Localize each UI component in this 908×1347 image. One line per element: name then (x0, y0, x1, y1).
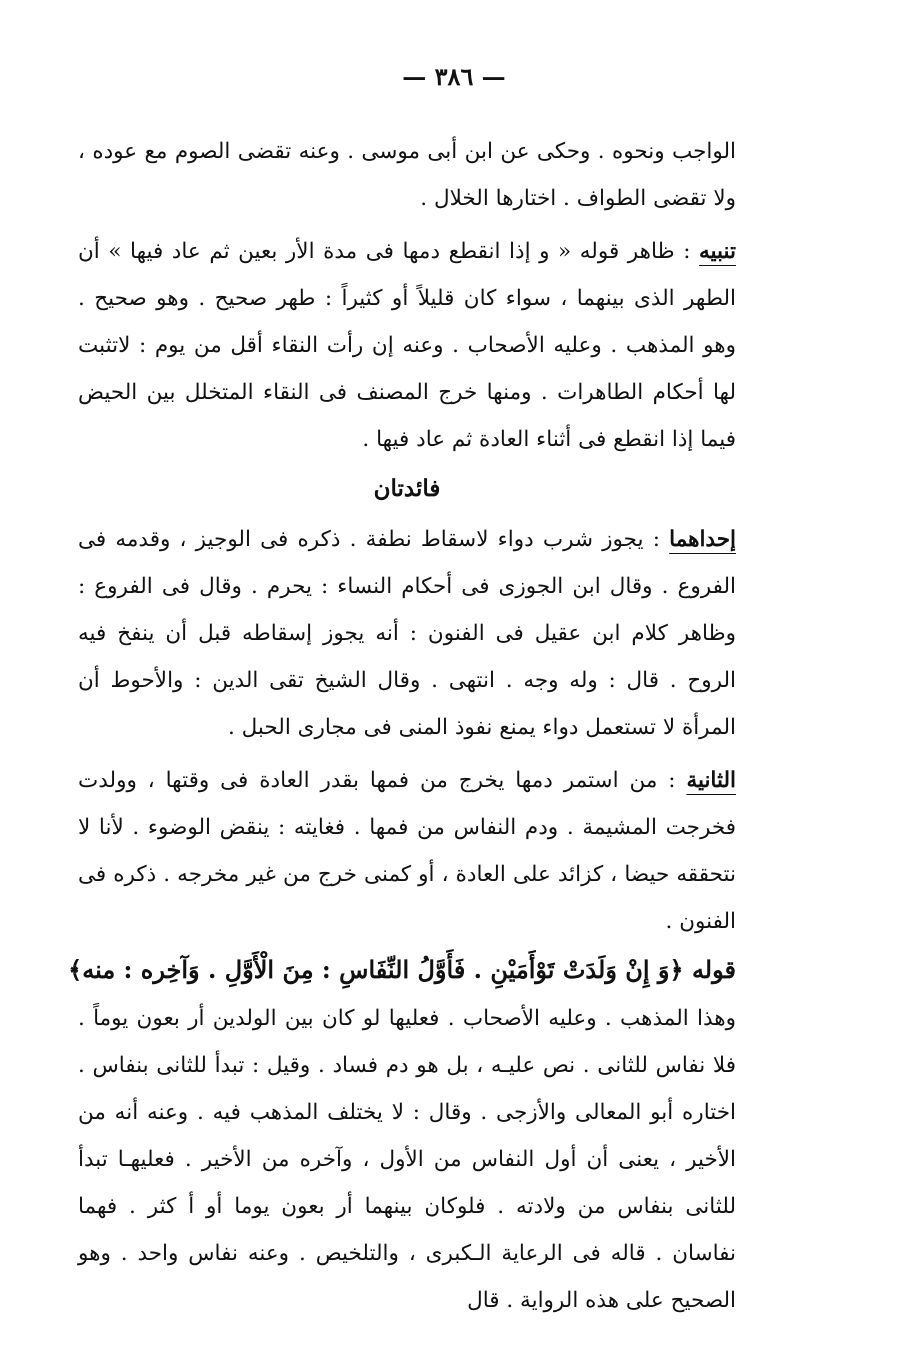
paragraph-first-benefit (78, 516, 736, 751)
section-heading: فائدتان (373, 475, 441, 502)
second-benefit-label: الثانية (686, 768, 736, 793)
second-benefit-text: : من استمر دمها يخرج من فمها بقدر العادة فى وقتها ، وولدت فخرجت المشيمة . ودم النفاس من فمها . فغايته : ينقض الوضوء . لأنا لا نتحققه حيضا ، كزائد على العادة ، أو كمنى خرج من غير مخرجه . ذكره فى الفنون . (78, 768, 736, 934)
first-benefit-label: إحداهما (669, 527, 736, 552)
tanbih-label: تنبيه (699, 239, 736, 264)
page-body (68, 128, 736, 1324)
qawluhu-label: قوله (691, 955, 736, 984)
first-benefit-text: : يجوز شرب دواء لاسقاط نطفة . ذكره فى الوجيز ، وقدمه فى الفروع . وقال ابن الجوزى فى أحكام النساء : يحرم . وقال فى الفروع : وظاهر كلام ابن عقيل فى الفنون : أنه يجوز إسقاطه قبل أن ينفخ فيه الروح . قال : وله وجه . انتهى . وقال الشيخ تقى الدين : والأحوط أن المرأة لا تستعمل دواء يمنع نفوذ المنى فى مجارى الحبل . (78, 527, 736, 740)
quoted-matn-line (68, 945, 736, 995)
paragraph-tanbih (78, 228, 736, 463)
paragraph-second-benefit (78, 757, 736, 945)
paragraph-continuation: الواجب ونحوه . وحكى عن ابن أبى موسى . وعنه تقضى الصوم مع عوده ، ولا تقضى الطواف . اختارها الخلال . (78, 139, 736, 211)
tanbih-text: : ظاهر قوله « و إذا انقطع دمها فى مدة الأر بعين ثم عاد فيها » أن الطهر الذى بينهما ، سواء كان قليلاً أو كثيراً : طهر صحيح . وهو صحيح . وهو المذهب . وعليه الأصحاب . وعنه إن رأت النقاء أقل من يوم : لاتثبت لها أحكام الطاهرات . ومنها خرج المصنف فى النقاء المتخلل بين الحيض فيما إذا انقطع فى أثناء العادة ثم عاد فيها . (78, 239, 736, 452)
page-number: — ٣٨٦ — (402, 62, 506, 91)
quoted-matn-text: ﴿وَ إِنْ وَلَدَتْ تَوْأَمَيْنِ . فَأَوَّلُ النِّفَاسِ : مِنَ الْأَوَّلِ . وَآخِره : منه﴾ (68, 955, 684, 984)
paragraph-commentary: وهذا المذهب . وعليه الأصحاب . فعليها لو كان بين الولدين أر بعون يوماً . فلا نفاس للثانى . نص عليـه ، بل هو دم فساد . وقيل : تبدأ للثانى بنفاس . اختاره أبو المعالى والأزجى . وقال : لا يختلف المذهب فيه . وعنه أنه من الأخير ، يعنى أن أول النفاس من الأول ، وآخره من الأخير . فعليهـا تبدأ للثانى بنفاس من ولادته . فلوكان بينهما أر بعون يوما أو أ كثر . فهما نفاسان . قاله فى الرعاية الـكبرى ، والتلخيص . وعنه نفاس واحد . وهو الصحيح على هذه الرواية . قال (78, 1006, 736, 1313)
